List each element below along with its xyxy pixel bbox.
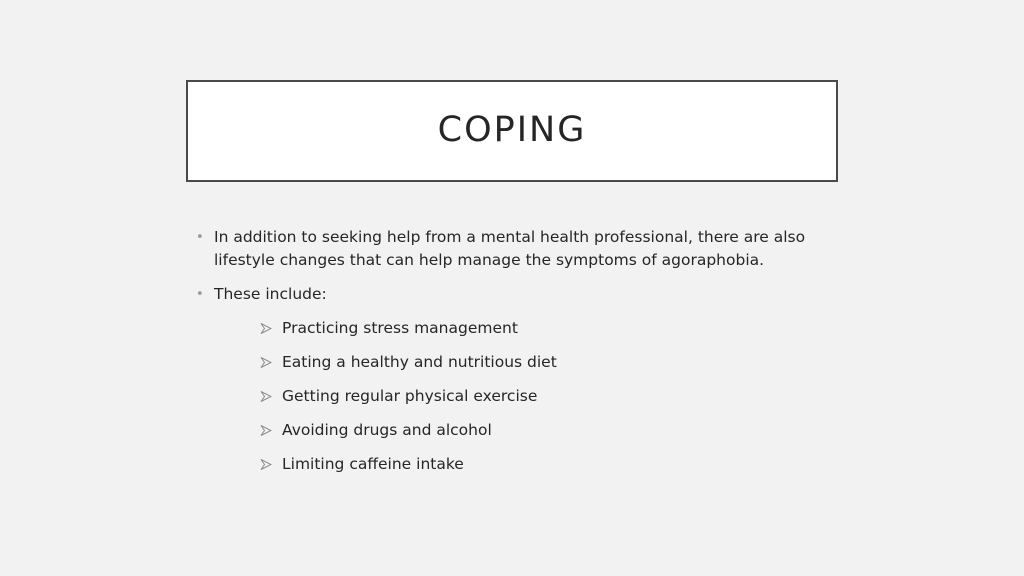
slide-title: COPING (437, 110, 587, 150)
sub-bullet-text: Avoiding drugs and alcohol (282, 421, 492, 439)
slide-content (196, 226, 816, 487)
sub-bullet-text: Limiting caffeine intake (282, 455, 464, 473)
arrowhead-bullet-icon (260, 357, 272, 368)
sub-bullet-text: Eating a healthy and nutritious diet (282, 353, 557, 371)
sub-bullet-text: Practicing stress management (282, 319, 518, 337)
bullet-item (196, 226, 816, 272)
bullet-text: In addition to seeking help from a mental health professional, there are also lifestyle changes that can help manage the symptoms of agoraphobia. (214, 228, 806, 269)
title-box (186, 80, 838, 182)
arrowhead-bullet-icon (260, 459, 272, 470)
arrowhead-bullet-icon (260, 391, 272, 402)
sub-bullet-list (258, 317, 816, 476)
sub-bullet-item (258, 385, 816, 408)
sub-bullet-text: Getting regular physical exercise (282, 387, 538, 405)
sub-bullet-item (258, 419, 816, 442)
bullet-dot-icon: • (196, 230, 204, 245)
sub-bullet-item (258, 453, 816, 476)
bullet-dot-icon: • (196, 287, 204, 302)
bullet-item (196, 283, 816, 306)
bullet-text: These include: (214, 285, 327, 303)
sub-bullet-item (258, 351, 816, 374)
sub-bullet-item (258, 317, 816, 340)
arrowhead-bullet-icon (260, 323, 272, 334)
arrowhead-bullet-icon (260, 425, 272, 436)
